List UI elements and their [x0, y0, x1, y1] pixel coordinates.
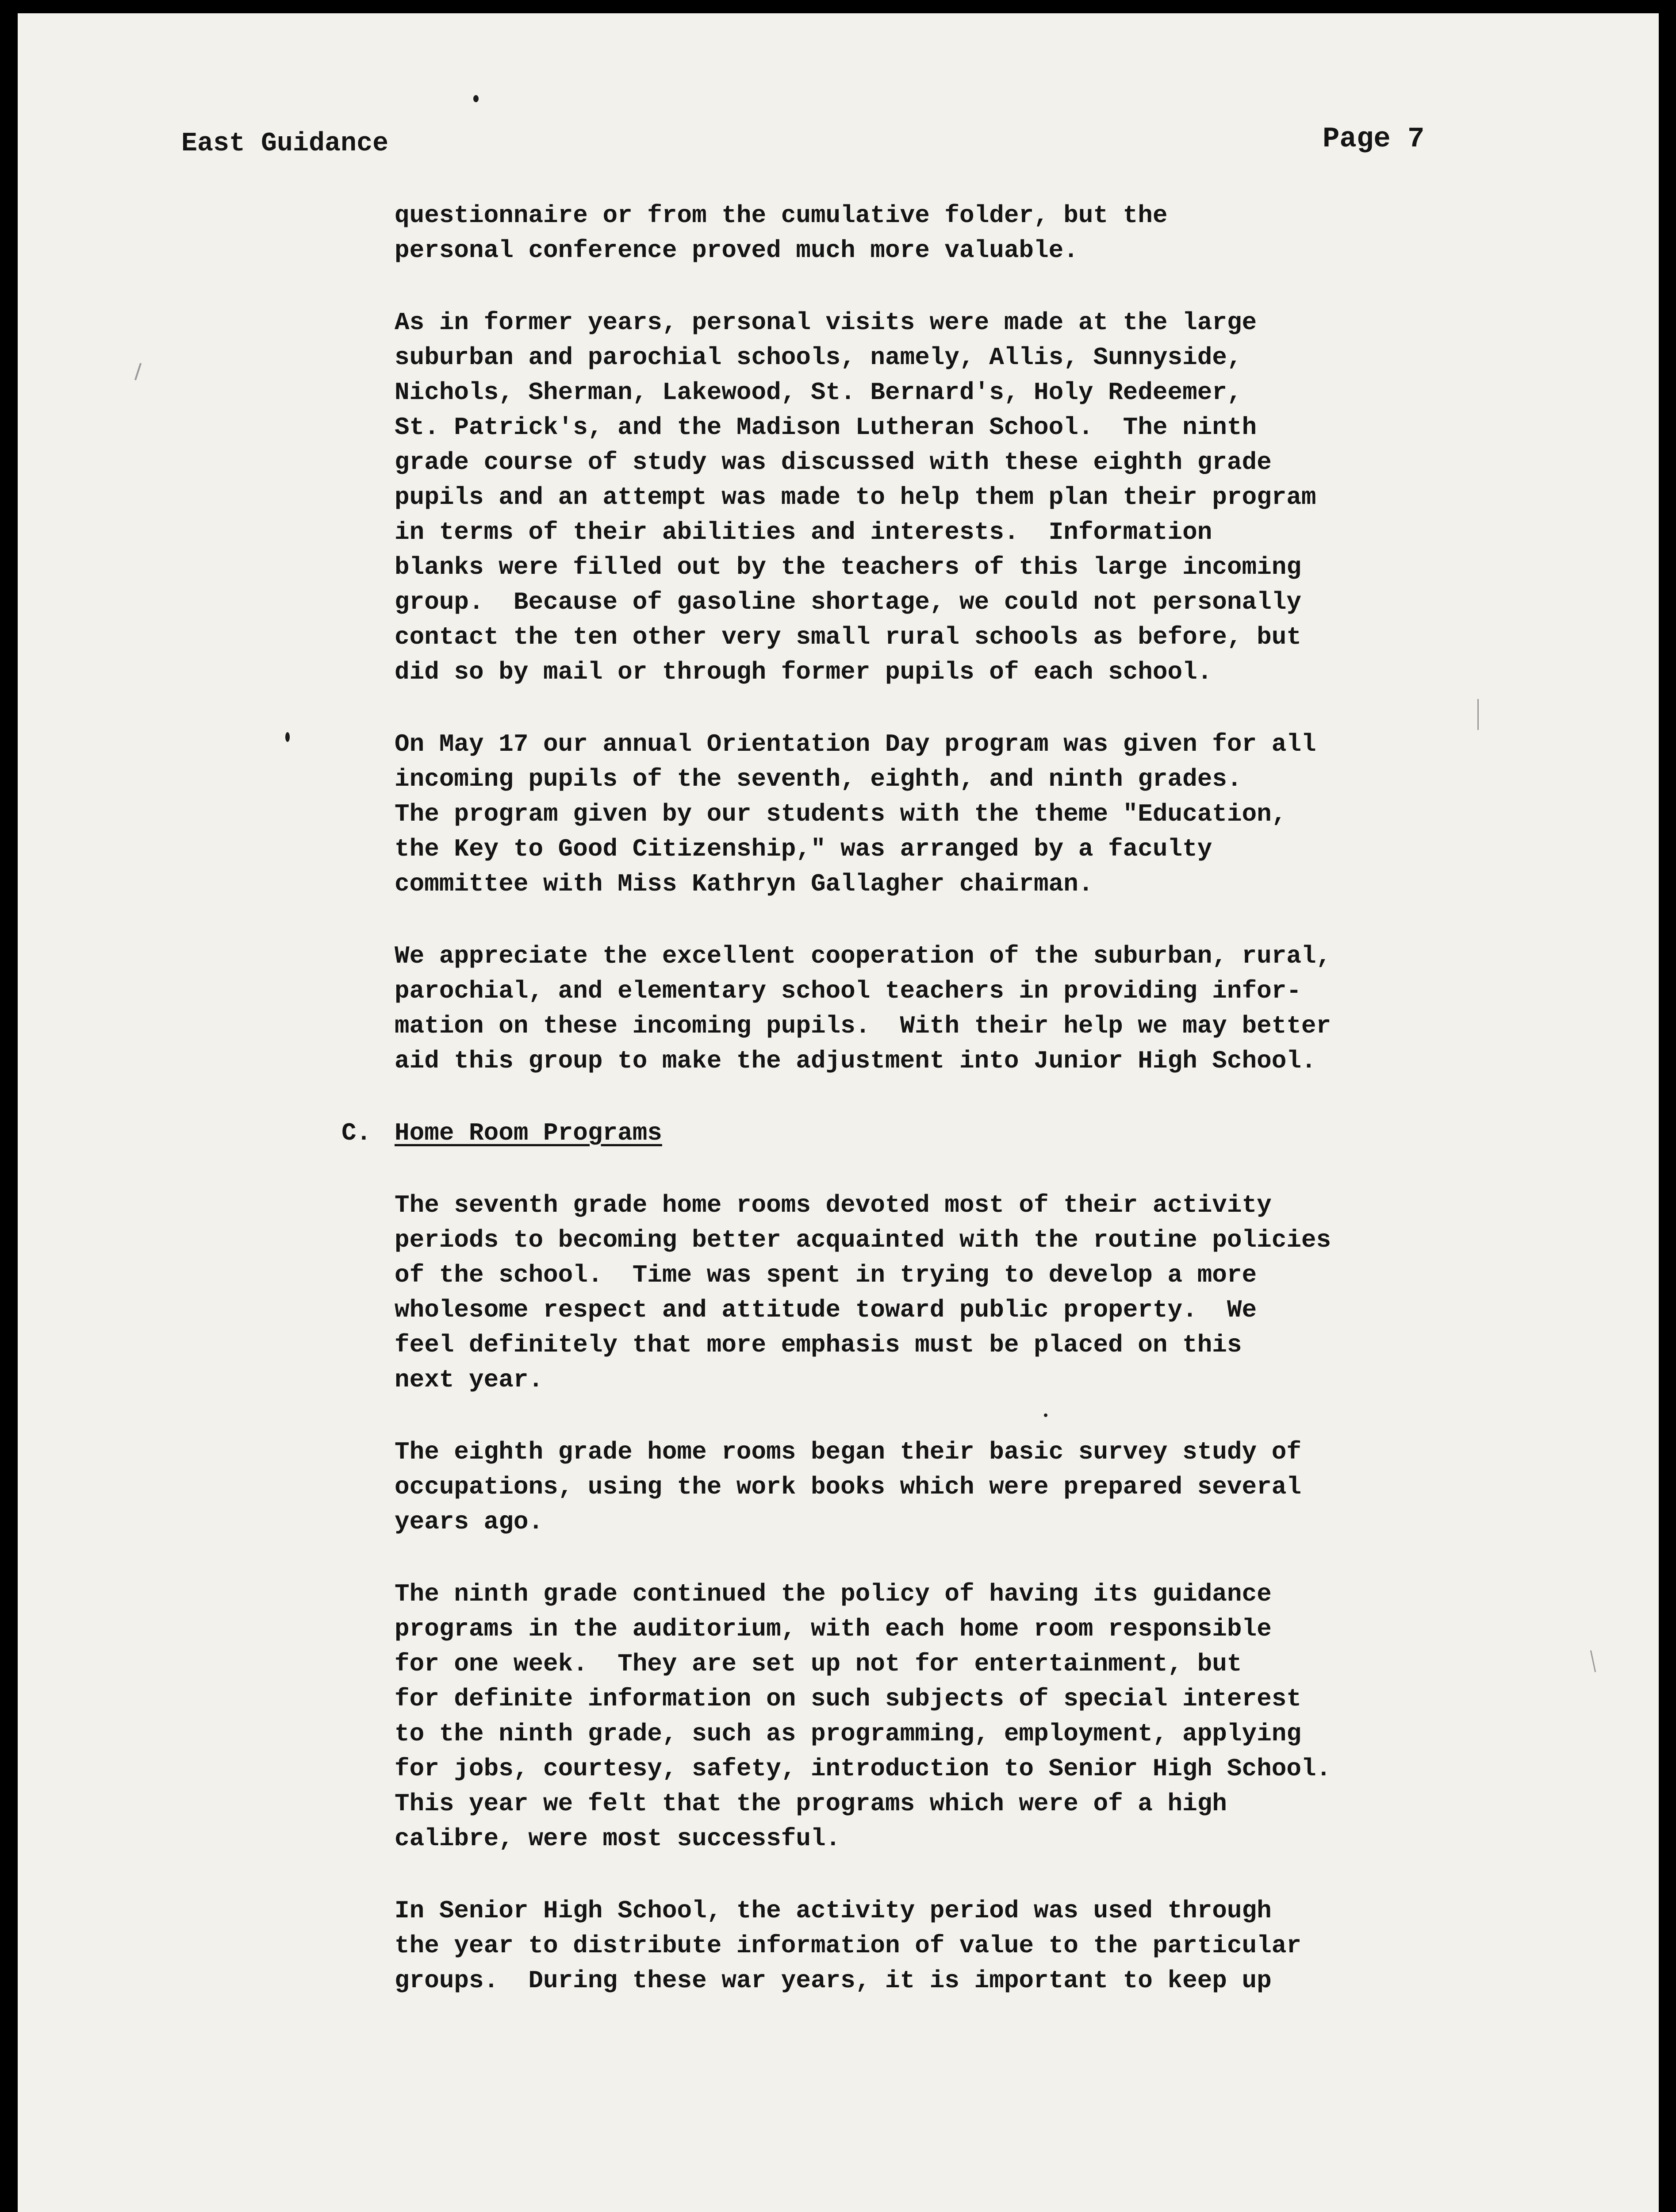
- text-line: grade course of study was discussed with these eighth grade: [395, 448, 1272, 476]
- text-line: years ago.: [395, 1508, 544, 1536]
- text-line: We appreciate the excellent cooperation of the suburban, rural,: [395, 942, 1331, 970]
- text-line: groups. During these war years, it is important to keep up: [395, 1966, 1272, 1995]
- text-line: blanks were filled out by the teachers of this large incoming: [395, 553, 1301, 581]
- text-line: of the school. Time was spent in trying to develop a more: [395, 1261, 1257, 1289]
- text-line: for one week. They are set up not for entertainment, but: [395, 1650, 1242, 1678]
- scan-speck: [285, 732, 290, 742]
- paragraph-6: [395, 1435, 1615, 1540]
- paragraph-1: [395, 198, 1615, 268]
- scan-speck: [473, 95, 479, 102]
- text-line: to the ninth grade, such as programming, employment, applying: [395, 1720, 1301, 1748]
- text-line: personal conference proved much more valuable.: [395, 236, 1078, 265]
- paragraph-2: [395, 305, 1615, 690]
- text-line: next year.: [395, 1366, 544, 1394]
- text-line: On May 17 our annual Orientation Day program was given for all: [395, 730, 1316, 758]
- text-line: calibre, were most successful.: [395, 1824, 841, 1853]
- text-line: contact the ten other very small rural schools as before, but: [395, 623, 1301, 651]
- text-line: in terms of their abilities and interests. Information: [395, 518, 1212, 546]
- section-heading-c: [341, 1116, 1615, 1151]
- paragraph-3: [395, 727, 1615, 902]
- text-line: the year to distribute information of value to the particular: [395, 1932, 1301, 1960]
- text-line: periods to becoming better acquainted with the routine policies: [395, 1226, 1331, 1254]
- text-line: occupations, using the work books which were prepared several: [395, 1473, 1301, 1501]
- paragraph-4: [395, 939, 1615, 1079]
- text-line: questionnaire or from the cumulative folder, but the: [395, 201, 1168, 230]
- paragraph-7: [395, 1577, 1615, 1856]
- text-line: feel definitely that more emphasis must be placed on this: [395, 1331, 1242, 1359]
- text-line: Nichols, Sherman, Lakewood, St. Bernard's, Holy Redeemer,: [395, 378, 1242, 407]
- text-line: incoming pupils of the seventh, eighth, and ninth grades.: [395, 765, 1242, 793]
- text-line: committee with Miss Kathryn Gallagher chairman.: [395, 870, 1093, 898]
- text-line: mation on these incoming pupils. With their help we may better: [395, 1012, 1331, 1040]
- text-line: The ninth grade continued the policy of having its guidance: [395, 1580, 1272, 1608]
- text-line: This year we felt that the programs which were of a high: [395, 1790, 1227, 1818]
- section-title: Home Room Programs: [395, 1119, 662, 1147]
- text-line: did so by mail or through former pupils of each school.: [395, 658, 1212, 686]
- text-line: for definite information on such subjects of special interest: [395, 1685, 1301, 1713]
- text-line: group. Because of gasoline shortage, we could not personally: [395, 588, 1301, 616]
- text-line: As in former years, personal visits were made at the large: [395, 308, 1257, 337]
- page-number: Page 7: [1323, 123, 1425, 155]
- text-line: The program given by our students with the theme "Education,: [395, 800, 1287, 828]
- text-line: The seventh grade home rooms devoted most of their activity: [395, 1191, 1272, 1219]
- document-page: [18, 13, 1659, 2212]
- text-line: aid this group to make the adjustment into Junior High School.: [395, 1047, 1316, 1075]
- text-line: parochial, and elementary school teachers in providing infor-: [395, 977, 1301, 1005]
- paragraph-5: [395, 1188, 1615, 1398]
- text-line: programs in the auditorium, with each home room responsible: [395, 1615, 1272, 1643]
- running-head: East Guidance: [181, 129, 389, 159]
- text-line: In Senior High School, the activity period was used through: [395, 1897, 1272, 1925]
- paragraph-8: [395, 1893, 1615, 1998]
- scan-scratch: [134, 363, 142, 380]
- text-line: The eighth grade home rooms began their basic survey study of: [395, 1438, 1301, 1466]
- text-line: pupils and an attempt was made to help them plan their program: [395, 483, 1316, 511]
- body-text: [341, 198, 1615, 2035]
- scan-scratch: [1477, 699, 1479, 730]
- text-line: suburban and parochial schools, namely, Allis, Sunnyside,: [395, 343, 1242, 372]
- text-line: St. Patrick's, and the Madison Lutheran School. The ninth: [395, 413, 1257, 442]
- scan-speck: [1044, 1413, 1047, 1417]
- text-line: for jobs, courtesy, safety, introduction to Senior High School.: [395, 1755, 1331, 1783]
- section-letter: C.: [341, 1119, 372, 1147]
- text-line: the Key to Good Citizenship," was arranged by a faculty: [395, 835, 1212, 863]
- text-line: wholesome respect and attitude toward public property. We: [395, 1296, 1257, 1324]
